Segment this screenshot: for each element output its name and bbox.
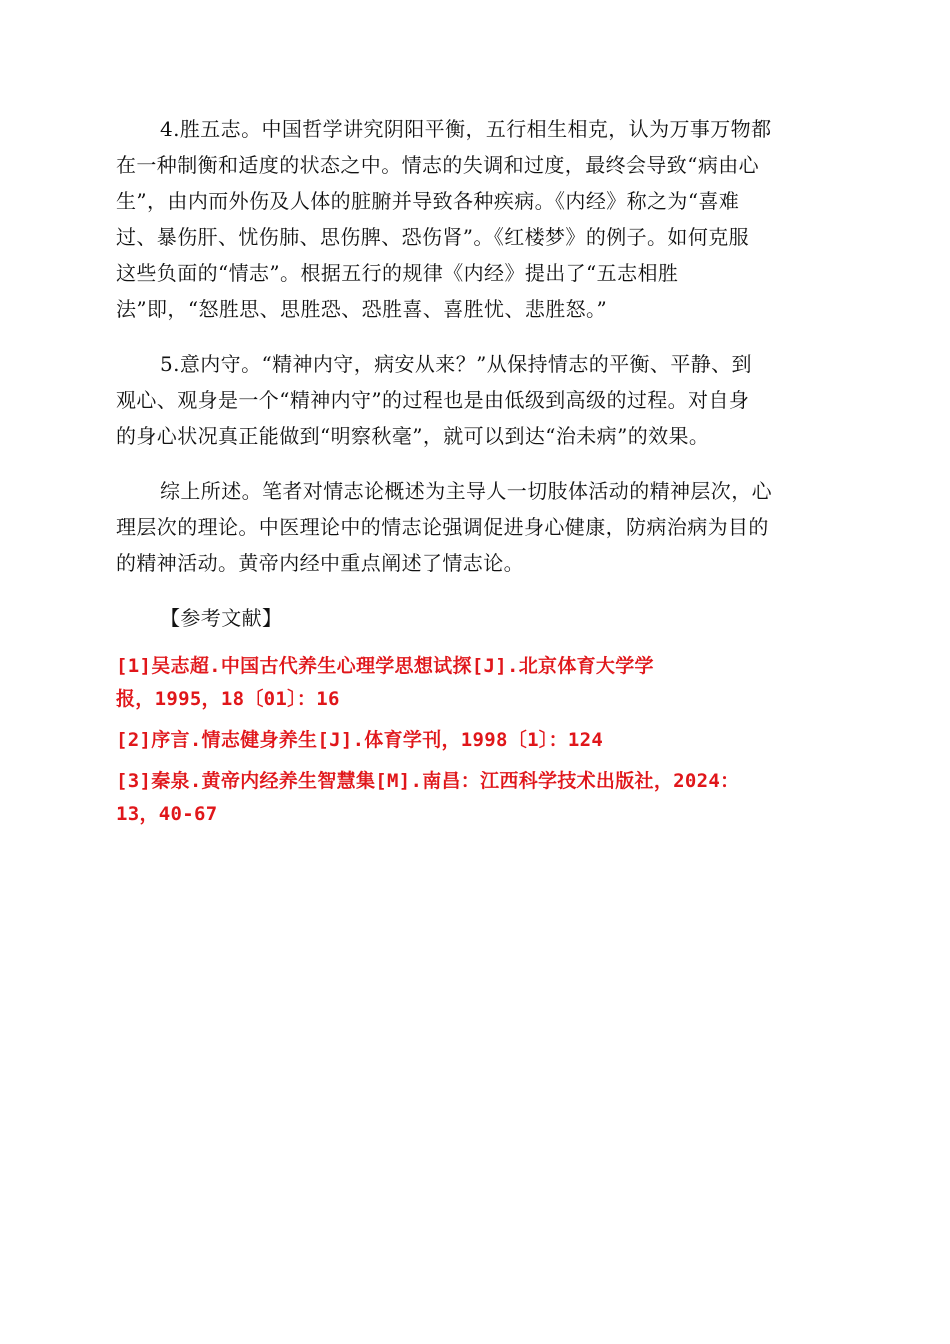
reference-line: [1]吴志超.中国古代养生心理学思想试探[J].北京体育大学学 — [116, 655, 654, 677]
reference-line: [2]序言.情志健身养生[J].体育学刊，1998〔1〕：124 — [116, 729, 604, 751]
paragraph-line: 5.意内守。“精神内守，病安从来？”从保持情志的平衡、平静、到 — [160, 352, 752, 376]
reference-line: [3]秦泉.黄帝内经养生智慧集[M].南昌：江西科学技术出版社，2024： — [116, 770, 740, 792]
paragraph-line: 4.胜五志。中国哲学讲究阴阳平衡，五行相生相克，认为万事万物都 — [160, 117, 772, 141]
document-body — [116, 111, 832, 839]
paragraph-five-emotions-restraint — [116, 111, 832, 327]
paragraph-line: 的精神活动。黄帝内经中重点阐述了情志论。 — [116, 551, 524, 575]
paragraph-line: 理层次的理论。中医理论中的情志论强调促进身心健康，防病治病为目的 — [116, 515, 769, 539]
paragraph-line: 过、暴伤肝、忧伤肺、思伤脾、恐伤肾”。《红楼梦》的例子。如何克服 — [116, 225, 750, 249]
paragraph-line: 的身心状况真正能做到“明察秋毫”，就可以到达“治未病”的效果。 — [116, 424, 710, 448]
paragraph-line: 在一种制衡和适度的状态之中。情志的失调和过度，最终会导致“病由心 — [116, 153, 760, 177]
reference-item-2 — [116, 724, 832, 757]
paragraph-conclusion — [116, 473, 832, 581]
reference-item-3 — [116, 765, 832, 831]
paragraph-line: 这些负面的“情志”。根据五行的规律《内经》提出了“五志相胜 — [116, 261, 679, 285]
reference-line: 报，1995，18〔01〕：16 — [116, 688, 340, 710]
reference-line: 13，40-67 — [116, 803, 218, 825]
references-heading: 【参考文献】 — [160, 606, 283, 630]
paragraph-line: 法”即，“怒胜思、思胜恐、恐胜喜、喜胜忧、悲胜怒。” — [116, 297, 608, 321]
paragraph-line: 观心、观身是一个“精神内守”的过程也是由低级到高级的过程。对自身 — [116, 388, 750, 412]
paragraph-line: 综上所述。笔者对情志论概述为主导人一切肢体活动的精神层次，心 — [160, 479, 772, 503]
paragraph-inner-guarding — [116, 346, 832, 454]
reference-item-1 — [116, 650, 832, 716]
paragraph-line: 生”，由内而外伤及人体的脏腑并导致各种疾病。《内经》称之为“喜难 — [116, 189, 740, 213]
